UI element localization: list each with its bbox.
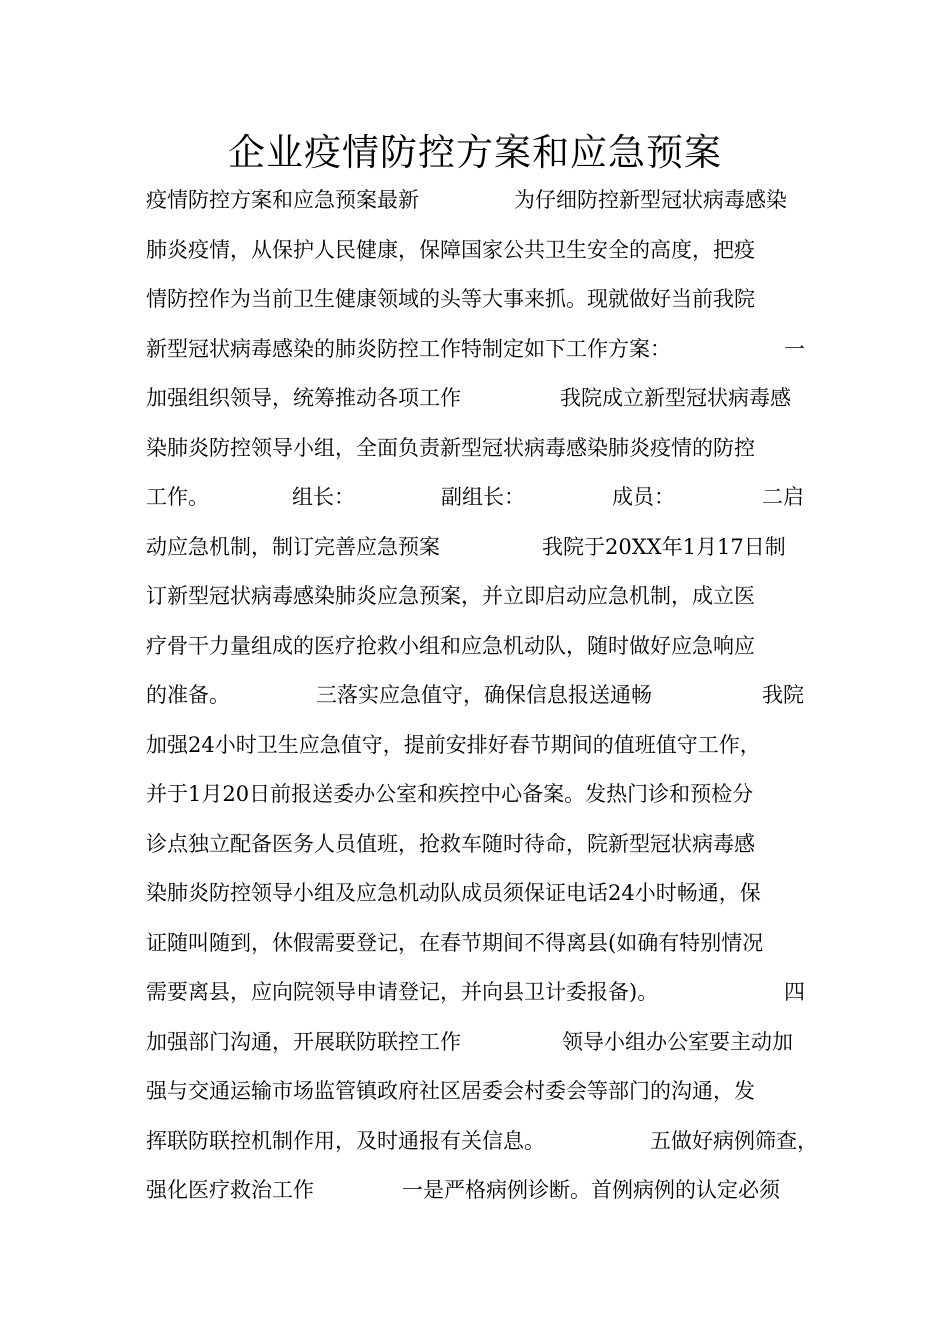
text-segment: 领导小组办公室要主动加 xyxy=(562,1029,793,1054)
text-segment: 情防控作为当前卫生健康领域的头等大事来抓。现就做好当前我院 xyxy=(146,287,755,311)
text-line xyxy=(146,721,806,771)
text-segment: 动应急机制，制订完善应急预案 xyxy=(146,534,440,559)
text-segment: 并于1月20日前报送委办公室和疾控中心备案。发热门诊和预检分 xyxy=(146,782,754,806)
text-line xyxy=(146,226,806,276)
text-segment: 需要离县，应向院领导申请登记，并向县卫计委报备)。 xyxy=(146,980,659,1004)
text-segment: 新型冠状病毒感染的肺炎防控工作特制定如下工作方案： xyxy=(146,336,671,361)
text-segment: 证随叫随到，休假需要登记，在春节期间不得离县(如确有特别情况 xyxy=(146,930,764,955)
text-line xyxy=(146,622,806,672)
text-line xyxy=(146,820,806,870)
text-segment: 工作。 xyxy=(146,485,209,509)
text-segment: 加强24小时卫生应急值守，提前安排好春节期间的值班值守工作， xyxy=(146,732,761,757)
document-body xyxy=(146,176,818,1216)
text-segment: 订新型冠状病毒感染肺炎应急预案，并立即启动应急机制，成立医 xyxy=(146,584,755,608)
text-segment: 疗骨干力量组成的医疗抢救小组和应急机动队，随时做好应急响应 xyxy=(146,633,755,658)
text-segment: 强与交通运输市场监管镇政府社区居委会村委会等部门的沟通，发 xyxy=(146,1079,755,1103)
text-segment: 疫情防控方案和应急预案最新 xyxy=(146,188,419,212)
text-line xyxy=(146,869,806,919)
text-segment: 四 xyxy=(784,980,805,1004)
text-line xyxy=(146,671,806,721)
text-segment: 组长： xyxy=(292,485,355,509)
text-segment: 加强组织领导，统筹推动各项工作 xyxy=(146,386,461,410)
text-segment: 我院成立新型冠状病毒感 xyxy=(560,386,791,410)
text-segment: 三落实应急值守，确保信息报送通畅 xyxy=(316,683,652,707)
text-segment: 染肺炎防控领导小组，全面负责新型冠状病毒感染肺炎疫情的防控 xyxy=(146,435,755,460)
text-line xyxy=(146,275,806,325)
text-line xyxy=(146,325,806,375)
text-segment: 肺炎疫情，从保护人民健康，保障国家公共卫生安全的高度，把疫 xyxy=(146,237,755,262)
text-segment: 一 xyxy=(784,336,805,361)
text-segment: 成员： xyxy=(612,485,675,509)
text-segment: 诊点独立配备医务人员值班，抢救车随时待命，院新型冠状病毒感 xyxy=(146,831,755,856)
text-segment: 的准备。 xyxy=(146,683,230,707)
text-line xyxy=(146,919,806,969)
text-segment: 挥联防联控机制作用，及时通报有关信息。 xyxy=(146,1128,545,1153)
text-segment: 强化医疗救治工作 xyxy=(146,1178,314,1202)
text-line xyxy=(146,523,806,573)
text-line xyxy=(146,176,806,226)
text-line xyxy=(146,1166,806,1216)
text-segment: 为仔细防控新型冠状病毒感染 xyxy=(514,188,787,212)
text-segment: 我院 xyxy=(762,683,804,707)
document-title: 企业疫情防控方案和应急预案 xyxy=(228,131,722,174)
text-line xyxy=(146,572,806,622)
text-segment: 二启 xyxy=(762,485,804,509)
text-segment: 副组长： xyxy=(441,485,525,509)
text-line xyxy=(146,968,806,1018)
text-line xyxy=(146,374,806,424)
text-line xyxy=(146,1018,806,1068)
text-line xyxy=(146,424,806,474)
text-line xyxy=(146,1117,818,1167)
text-segment: 加强部门沟通，开展联防联控工作 xyxy=(146,1029,461,1054)
text-segment: 一是严格病例诊断。首例病例的认定必须 xyxy=(402,1178,780,1202)
text-line xyxy=(146,770,806,820)
text-segment: 五做好病例筛查， xyxy=(650,1128,818,1153)
text-segment: 染肺炎防控领导小组及应急机动队成员须保证电话24小时畅通，保 xyxy=(146,881,761,905)
text-line xyxy=(146,1067,806,1117)
text-segment: 我院于20XX年1月17日制 xyxy=(542,534,786,559)
text-line xyxy=(146,473,806,523)
